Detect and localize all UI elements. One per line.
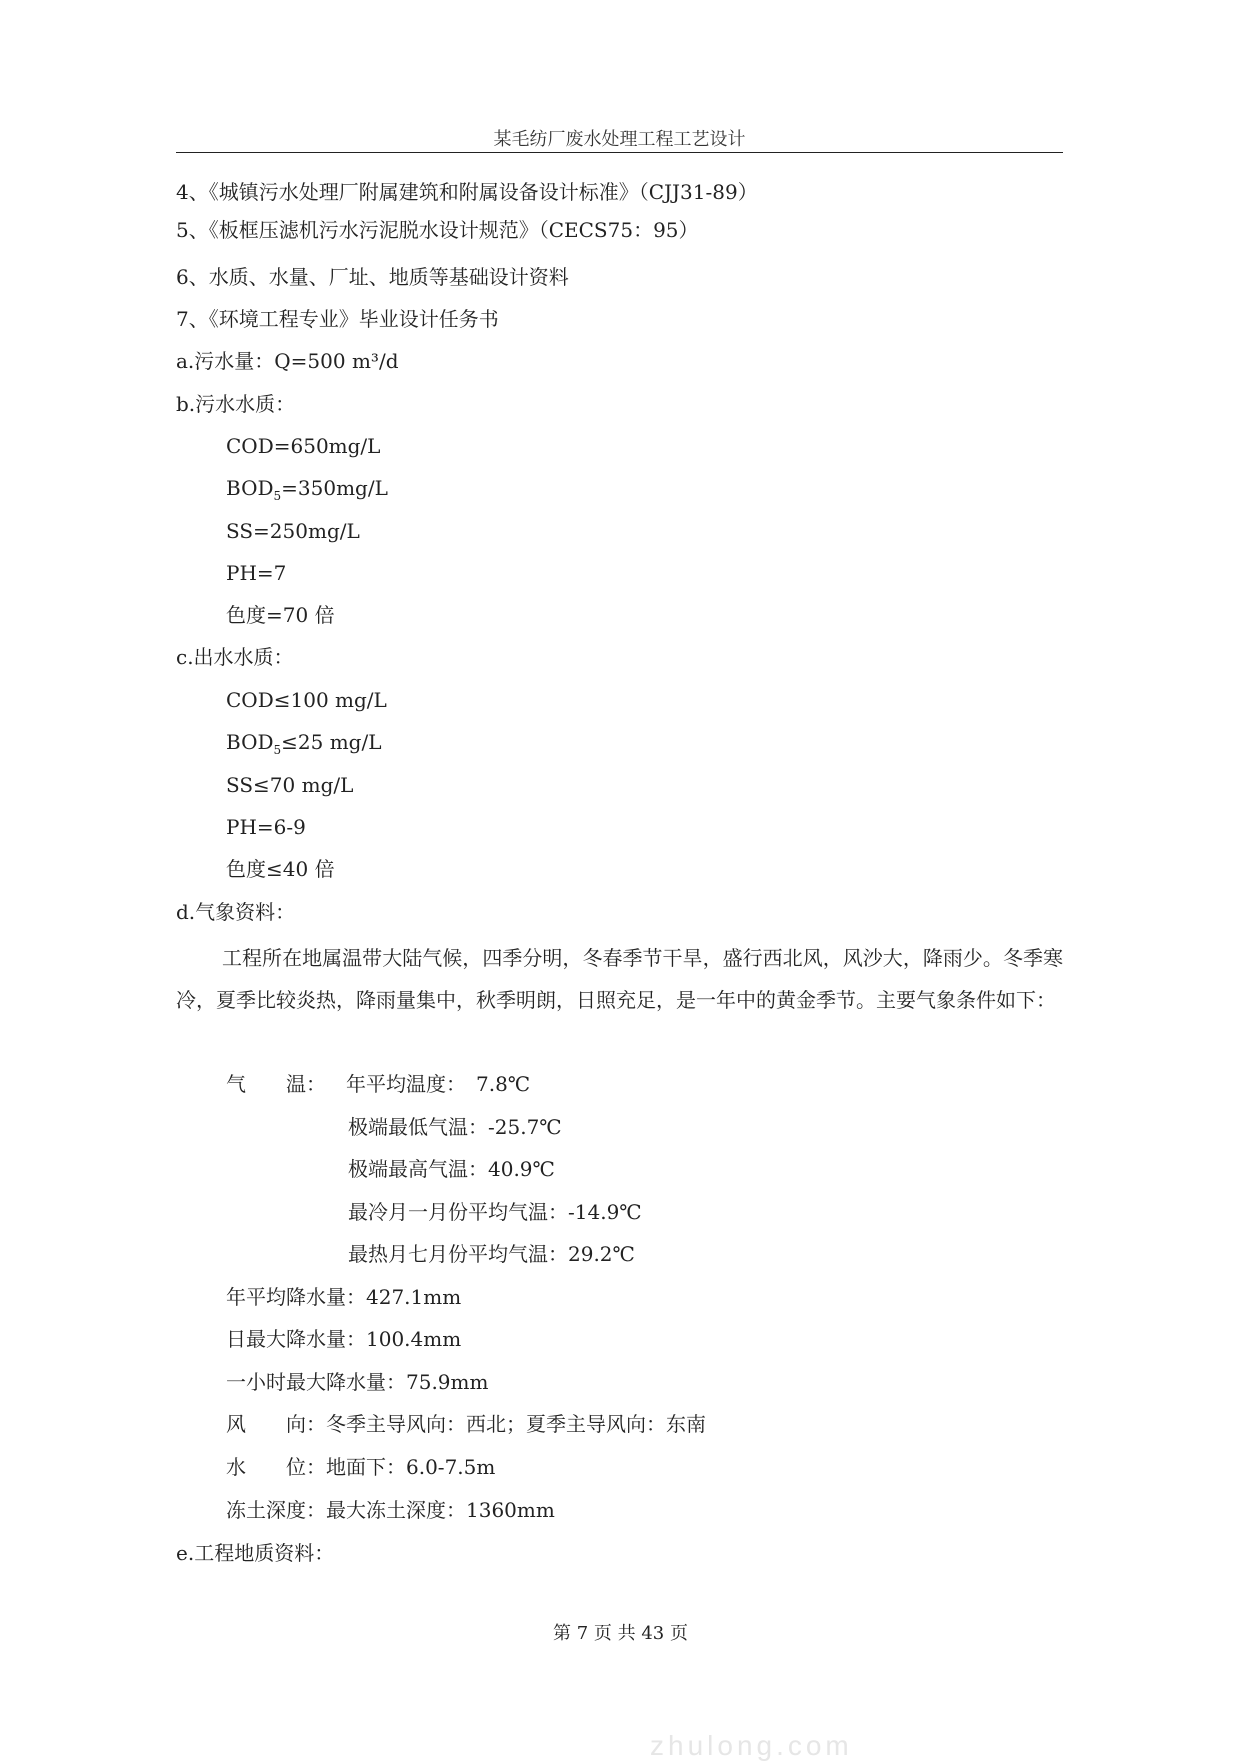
temperature-item: 最冷月一月份平均气温：-14.9℃ [348,1200,642,1224]
climate-paragraph: 工程所在地属温带大陆气候，四季分明，冬春季节干旱，盛行西北风，风沙大，降雨少。冬季寒冷，夏季比较炎热，降雨量集中，秋季明朗，日照充足，是一年中的黄金季节。主要气象条件如下： [176,946,1063,1012]
geology-label: e.工程地质资料： [176,1541,335,1565]
temperature-item: 最热月七月份平均气温：29.2℃ [348,1242,635,1266]
frost-depth: 冻土深度：最大冻土深度：1360mm [226,1498,555,1522]
inflow-ph: PH=7 [226,561,287,585]
reference-item: 6、水质、水量、厂址、地质等基础设计资料 [176,265,569,289]
page-number: 第 7 页 共 43 页 [553,1623,688,1644]
inflow-bod: $BOD_5=350mg/L$ [226,476,388,503]
inflow-cod: COD=650mg/L [226,434,381,458]
water-level-row [226,1453,495,1481]
outflow-color: 色度≤40 倍 [226,857,335,881]
water-level-value: 地面下：6.0-7.5m [326,1455,496,1479]
outflow-bod: $BOD_5\le 25$ mg/L [226,730,382,757]
wind-label: 风 向： [226,1412,326,1436]
temperature-row [226,1070,530,1098]
annual-rainfall: 年平均降水量：427.1mm [226,1285,462,1309]
inflow-label: b.污水水质： [176,392,296,416]
page-header-title: 某毛纺厂废水处理工程工艺设计 [493,129,746,150]
water-level-label: 水 位： [226,1455,326,1479]
hourly-max-rainfall: 一小时最大降水量：75.9mm [226,1370,489,1394]
daily-max-rainfall: 日最大降水量：100.4mm [226,1327,462,1351]
climate-label: d.气象资料： [176,900,296,924]
inflow-ss: SS=250mg/L [226,519,360,543]
outflow-ph: PH=6-9 [226,815,306,839]
wind-row [226,1410,706,1438]
flow-label: a.污水量： [176,349,275,373]
reference-item: 7、《环境工程专业》毕业设计任务书 [176,307,499,331]
flow-value: Q=500 m³/d [274,349,399,373]
outflow-cod: COD≤100 mg/L [226,688,387,712]
outflow-label: c.出水水质： [176,645,294,669]
reference-item: 5、《板框压滤机污水污泥脱水设计规范》（CECS75：95） [176,218,699,242]
inflow-color: 色度=70 倍 [226,603,335,627]
reference-item: 4、《城镇污水处理厂附属建筑和附属设备设计标准》（CJJ31-89） [176,180,758,204]
wind-value: 冬季主导风向：西北；夏季主导风向：东南 [326,1412,706,1436]
outflow-ss: SS≤70 mg/L [226,773,354,797]
temperature-item: 极端最低气温：-25.7℃ [348,1115,562,1139]
temperature-label: 气 温： [226,1072,326,1096]
watermark: zhulong.com [650,1730,853,1761]
temperature-item: 极端最高气温：40.9℃ [348,1157,555,1181]
temperature-item: 年平均温度： 7.8℃ [346,1072,531,1096]
header-divider [176,152,1063,153]
flow-row [176,347,399,375]
